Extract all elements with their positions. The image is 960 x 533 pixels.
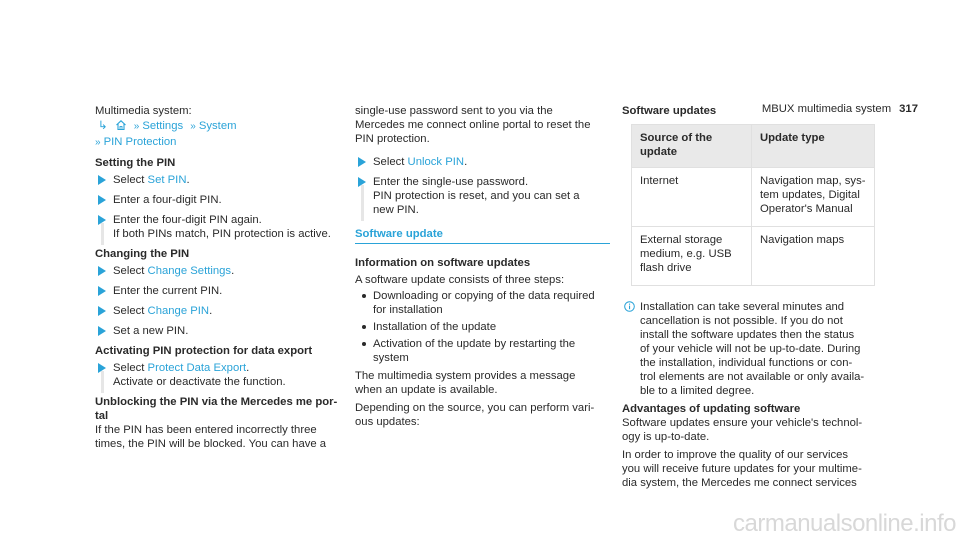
list-item-text: Downloading or copying of the data required (373, 290, 595, 302)
column-2 (355, 104, 610, 429)
steps-list (355, 289, 610, 365)
cell-text: Operator's Manual (760, 203, 853, 215)
message-text: when an update is available. (355, 384, 498, 396)
step-arrow-icon (98, 306, 106, 316)
chevron-icon: » (190, 121, 196, 132)
note-line: trol elements are not available or only availa- (640, 371, 865, 383)
step-text: Select (113, 362, 148, 374)
cont-text: Mercedes me connect online portal to reset the (355, 119, 591, 131)
header-title: MBUX multimedia system (761, 103, 892, 115)
step-result: PIN protection is reset, and you can set a (373, 190, 580, 202)
nav-system-link[interactable]: System (198, 120, 237, 132)
improve-text: you will receive future updates for your multime- (622, 463, 862, 475)
page-number: 317 (899, 103, 918, 115)
note-line: cancellation is not possible. If you do not (640, 315, 843, 327)
list-item-text: for installation (373, 304, 443, 316)
step-arrow-icon (358, 157, 366, 167)
heading-data-export: Activating PIN protection for data export (95, 345, 313, 357)
cell-text: Navigation map, sys- (760, 175, 866, 187)
step-text: Select (373, 156, 408, 168)
step (95, 213, 345, 241)
step-text: Select (113, 265, 148, 277)
list-item-text: system (373, 352, 409, 364)
table-row (632, 168, 875, 227)
step (95, 193, 345, 207)
step-text: . (231, 265, 235, 277)
change-settings-link[interactable]: Change Settings (147, 265, 232, 277)
step-text: Enter the four-digit PIN again. (113, 214, 262, 226)
step-arrow-icon (98, 175, 106, 185)
nav-settings-link[interactable]: Settings (142, 120, 184, 132)
heading-setting-pin: Setting the PIN (95, 157, 176, 169)
step-text: Enter the current PIN. (113, 285, 223, 297)
advantages-text: ogy is up-to-date. (622, 431, 710, 443)
chevron-icon: » (95, 137, 101, 148)
step-result: If both PINs match, PIN protection is active. (113, 228, 331, 240)
column-3 (622, 104, 877, 490)
step (355, 175, 610, 217)
step-text: . (209, 305, 213, 317)
step-text: Enter the single-use password. (373, 176, 529, 188)
table-header-cell (632, 125, 752, 168)
unblocking-text: If the PIN has been entered incorrectly three (95, 424, 317, 436)
cont-text: single-use password sent to you via the (355, 105, 553, 117)
protect-data-export-link[interactable]: Protect Data Export (147, 362, 247, 374)
cell-text: flash drive (640, 262, 692, 274)
table-cell (632, 227, 752, 286)
depending-text: Depending on the source, you can perform vari- (355, 402, 595, 414)
table-cell (752, 168, 875, 227)
step-text: Enter a four-digit PIN. (113, 194, 222, 206)
update-table (631, 124, 875, 286)
heading-unblocking (95, 395, 345, 423)
step (95, 324, 345, 338)
arrow-hook-icon: ↳ (98, 120, 108, 132)
nav-path (95, 119, 345, 134)
cont-text: PIN protection. (355, 133, 430, 145)
improve-text: In order to improve the quality of our services (622, 449, 849, 461)
table-header-cell: Update type (752, 125, 875, 168)
improve-text: dia system, the Mercedes me connect services (622, 477, 857, 489)
depending-text: ous updates: (355, 416, 420, 428)
step (95, 284, 345, 298)
note-line: install the software updates then the status (640, 329, 855, 341)
unblocking-text: times, the PIN will be blocked. You can have a (95, 438, 327, 450)
header-text: Source of the (640, 132, 713, 144)
heading-line: Unblocking the PIN via the Mercedes me por- (95, 396, 338, 408)
note-line: Installation can take several minutes and (640, 301, 845, 313)
note-line: of your vehicle will not be up-to-date. During (640, 343, 861, 355)
step-arrow-icon (98, 286, 106, 296)
set-pin-link[interactable]: Set PIN (147, 174, 187, 186)
section-title-software-update: Software update (355, 227, 610, 244)
intro-text: Multimedia system: (95, 105, 192, 117)
note-line: the installation, individual functions or con- (640, 357, 853, 369)
table-row (632, 227, 875, 286)
header-text: update (640, 146, 678, 158)
step (95, 173, 345, 187)
list-item (355, 320, 610, 334)
step (95, 361, 345, 389)
step-text: Select (113, 174, 148, 186)
step-text: . (246, 362, 250, 374)
cell-text: tem updates, Digital (760, 189, 860, 201)
heading-changing-pin: Changing the PIN (95, 248, 190, 260)
table-header-row (632, 125, 875, 168)
result-bar (101, 371, 104, 393)
note-block (622, 300, 877, 398)
info-icon (624, 301, 635, 312)
nav-pin-protection-link[interactable]: PIN Protection (103, 136, 177, 148)
step-arrow-icon (98, 266, 106, 276)
heading-advantages: Advantages of updating software (622, 403, 801, 415)
result-bar (361, 185, 364, 221)
home-icon (115, 119, 127, 131)
unlock-pin-link[interactable]: Unlock PIN (407, 156, 465, 168)
info-text: A software update consists of three steps: (355, 274, 565, 286)
column-1 (95, 104, 345, 451)
step-text: Select (113, 305, 148, 317)
list-item-text: Activation of the update by restarting the (373, 338, 576, 350)
heading-software-updates: Software updates (622, 105, 717, 117)
cell-text: External storage (640, 234, 723, 246)
list-item (355, 337, 610, 365)
result-bar (101, 223, 104, 245)
cell-text: medium, e.g. USB (640, 248, 732, 260)
note-line: ble to a limited degree. (640, 385, 755, 397)
step-result: new PIN. (373, 204, 419, 216)
heading-info-software-updates: Information on software updates (355, 257, 531, 269)
message-text: The multimedia system provides a message (355, 370, 576, 382)
change-pin-link[interactable]: Change PIN (147, 305, 210, 317)
step-result: Activate or deactivate the function. (113, 376, 286, 388)
advantages-text: Software updates ensure your vehicle's technol- (622, 417, 863, 429)
watermark: carmanualsonline.info (733, 510, 956, 533)
table-cell: Internet (632, 168, 752, 227)
table-cell: Navigation maps (752, 227, 875, 286)
list-item-text: Installation of the update (373, 321, 497, 333)
chevron-icon: » (133, 121, 140, 132)
heading-line: tal (95, 410, 109, 422)
step (95, 264, 345, 278)
step (95, 304, 345, 318)
step-arrow-icon (98, 326, 106, 336)
list-item (355, 289, 610, 317)
step-text: Set a new PIN. (113, 325, 189, 337)
step-arrow-icon (98, 195, 106, 205)
step-text: . (186, 174, 190, 186)
step-text: . (464, 156, 468, 168)
nav-path-2 (95, 135, 345, 150)
step (355, 155, 610, 169)
